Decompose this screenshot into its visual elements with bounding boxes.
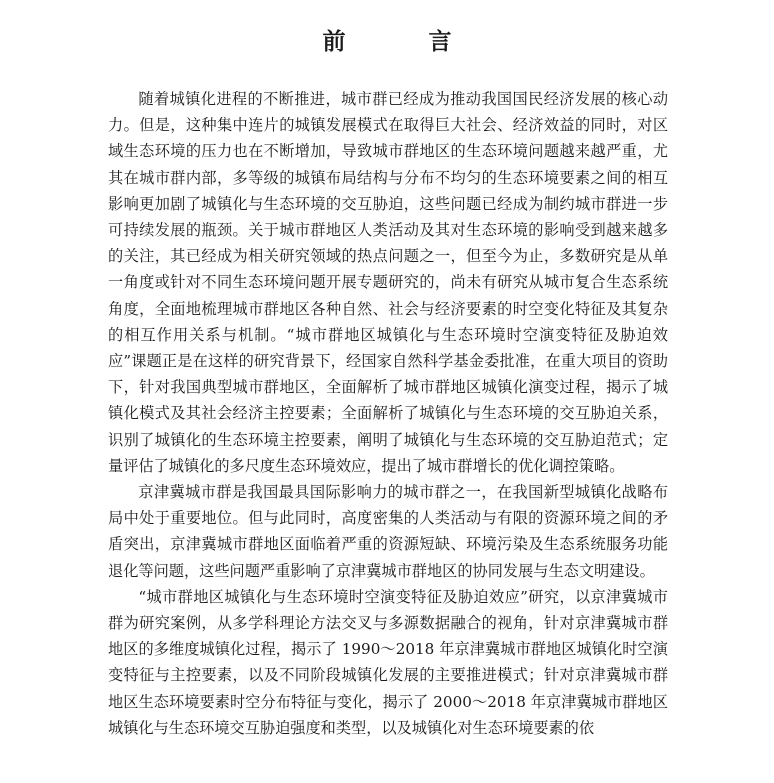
page-title: 前 言	[322, 28, 482, 55]
paragraph-1: 随着城镇化进程的不断推进，城市群已经成为推动我国国民经济发展的核心动力。但是，这种集中连片的城镇发展模式在取得巨大社会、经济效益的同时，对区域生态环境的压力也在不断增加，导致城市群地区的生态环境问题越来越严重，尤其在城市群内部，多等级的城镇布局结构与分布不均匀的生态环境要素之间的相互影响更加剧了城镇化与生态环境的交互胁迫，这些问题已经成为制约城市群进一步可持续发展的瓶颈。关于城市群地区人类活动及其对生态环境的影响受到越来越多的关注，其已经成为相关研究领域的热点问题之一，但至今为止，多数研究是从单一角度或针对不同生态环境问题开展专题研究的，尚未有研究从城市复合生态系统角度，全面地梳理城市群地区各种自然、社会与经济要素的时空变化特征及其复杂的相互作用关系与机制。“城市群地区城镇化与生态环境时空演变特征及胁迫效应”课题正是在这样的研究背景下，经国家自然科学基金委批准，在重大项目的资助下，针对我国典型城市群地区，全面解析了城市群地区城镇化演变过程，揭示了城镇化模式及其社会经济主控要素；全面解析了城镇化与生态环境的交互胁迫关系，识别了城镇化的生态环境主控要素，阐明了城镇化与生态环境的交互胁迫范式；定量评估了城镇化的多尺度生态环境效应，提出了城市群增长的优化调控策略。	[108, 90, 668, 475]
paragraph-3: “城市群地区城镇化与生态环境时空演变特征及胁迫效应”研究，以京津冀城市群为研究案例，从多学科理论方法交叉与多源数据融合的视角，针对京津冀城市群地区的多维度城镇化过程，揭示了 1990～2018 年京津冀城市群地区城镇化时空演变特征与主控要素，以及不同阶段城镇化发展的主要推进模式；针对京津冀城市群地区生态环境要素时空分布特征与变化，揭示了 2000～2018 年京津冀城市群地区城镇化与生态环境交互胁迫强度和类型，以及城镇化对生态环境要素的依	[108, 587, 668, 737]
body-text	[108, 86, 668, 741]
paragraph-2: 京津冀城市群是我国最具国际影响力的城市群之一，在我国新型城镇化战略布局中处于重要地位。但与此同时，高度密集的人类活动与有限的资源环境之间的矛盾突出，京津冀城市群地区面临着严重的资源短缺、环境污染及生态系统服务功能退化等问题，这些问题严重影响了京津冀城市群地区的协同发展与生态文明建设。	[108, 483, 668, 580]
